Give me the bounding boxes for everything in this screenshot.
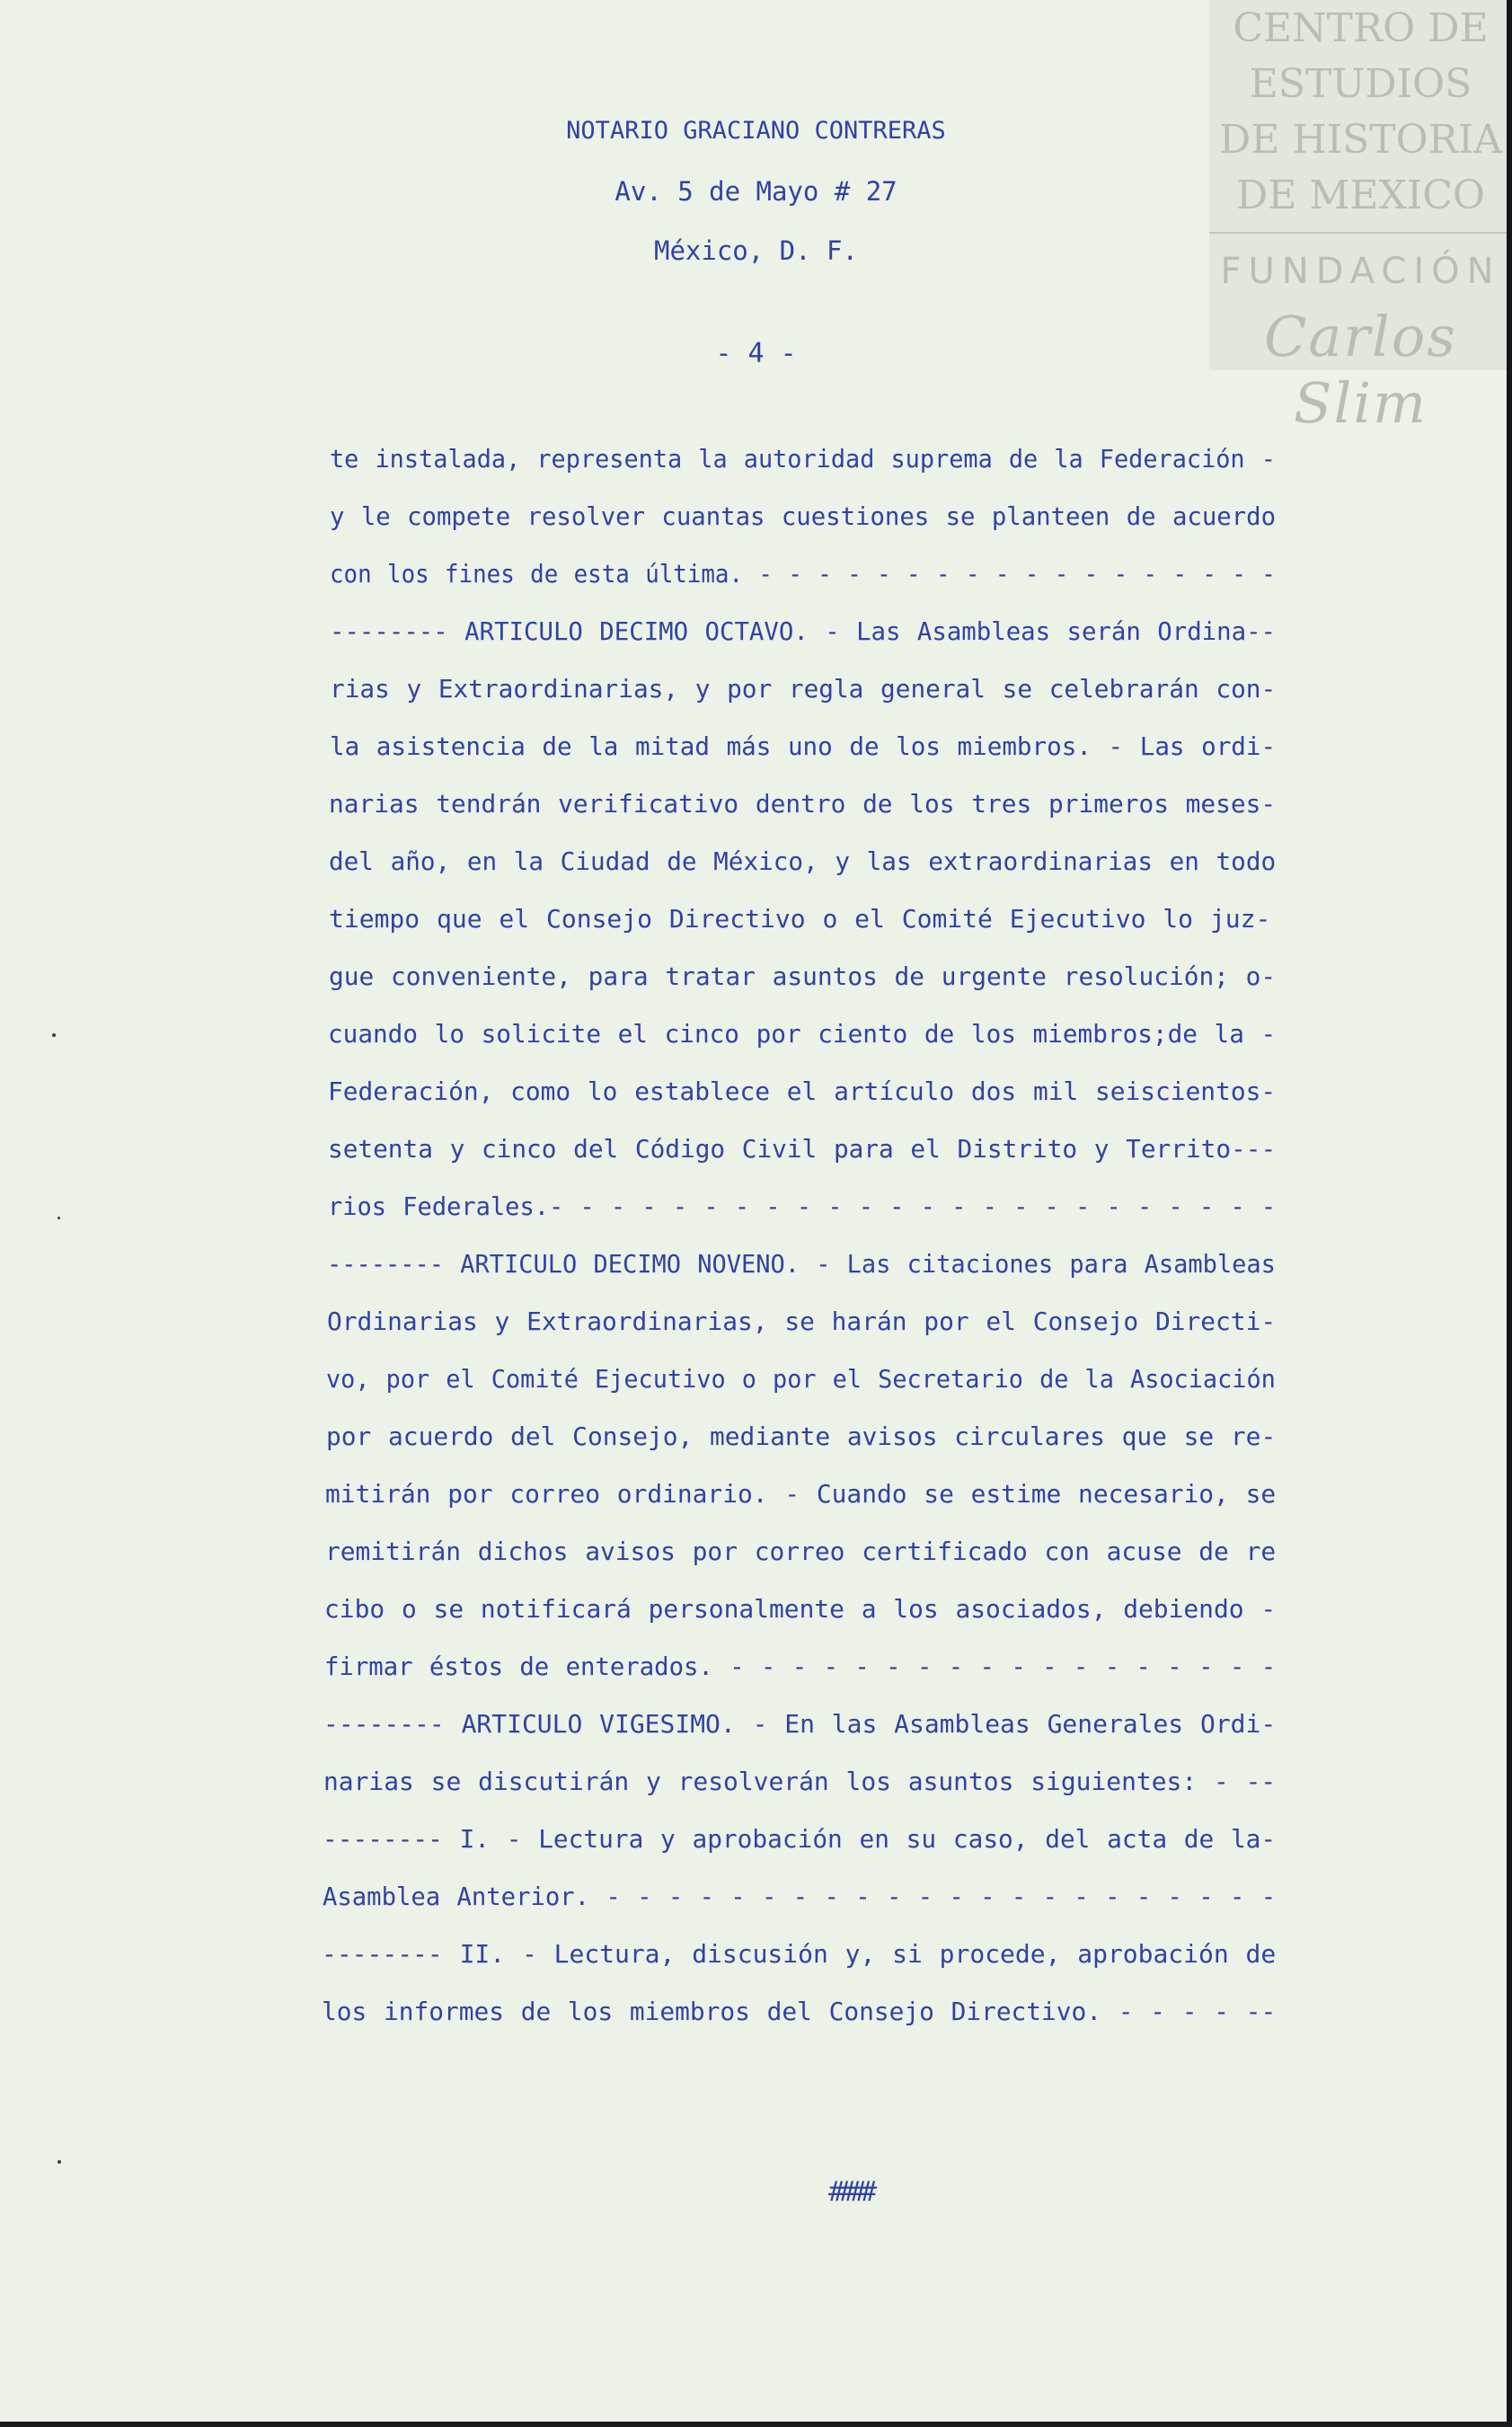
text-line: mitirán por correo ordinario. - Cuando se estime necesario, se xyxy=(325,1479,1277,1509)
text-line: setenta y cinco del Código Civil para el Distrito y Territo--- xyxy=(328,1134,1277,1164)
page-edge-bottom xyxy=(0,2422,1512,2427)
watermark-line: DE HISTORIA xyxy=(1219,117,1502,163)
watermark-divider xyxy=(1209,232,1512,234)
text-line: y le compete resolver cuantas cuestiones se planteen de acuerdo xyxy=(330,501,1277,531)
text-line: remitirán dichos avisos por correo certificado con acuse de re xyxy=(325,1537,1277,1566)
text-line: narias tendrán verificativo dentro de los tres primeros meses- xyxy=(329,789,1277,819)
notary-address: Av. 5 de Mayo # 27 xyxy=(615,176,897,207)
text-line: vo, por el Comité Ejecutivo o por el Secretario de la Asociación xyxy=(326,1364,1276,1394)
watermark-foundation: FUNDACIÓN xyxy=(1220,251,1501,292)
notary-name: NOTARIO GRACIANO CONTRERAS xyxy=(566,117,946,145)
notary-city: México, D. F. xyxy=(654,235,858,266)
text-line: rios Federales.- - - - - - - - - - - - - - - - - - - - - - - - xyxy=(328,1191,1277,1221)
text-line: -------- ARTICULO DECIMO NOVENO. - Las citaciones para Asambleas xyxy=(327,1249,1276,1279)
watermark-line: ESTUDIOS xyxy=(1249,61,1472,107)
text-line: -------- II. - Lectura, discusión y, si procede, aprobación de xyxy=(322,1939,1277,1969)
text-line: cibo o se notificará personalmente a los asociados, debiendo - xyxy=(324,1594,1277,1624)
page-number: - 4 - xyxy=(715,338,797,369)
watermark-line: CENTRO DE xyxy=(1233,5,1489,51)
text-line: por acuerdo del Consejo, mediante avisos circulares que se re- xyxy=(326,1422,1277,1451)
text-line: gue conveniente, para tratar asuntos de urgente resolución; o- xyxy=(329,961,1277,991)
watermark-line: DE MEXICO xyxy=(1236,173,1485,218)
text-line: te instalada, representa la autoridad suprema de la Federación - xyxy=(330,444,1276,474)
page-edge-right xyxy=(1507,0,1512,2427)
text-line: con los fines de esta última. - - - - - - - - - - - - - - - - - - xyxy=(330,559,1276,589)
text-line: Ordinarias y Extraordinarias, se harán por el Consejo Directi- xyxy=(327,1307,1277,1336)
text-line: Federación, como lo establece el artículo dos mil seiscientos- xyxy=(328,1076,1277,1106)
text-line: -------- I. - Lectura y aprobación en su caso, del acta de la- xyxy=(323,1824,1277,1854)
text-line: la asistencia de la mitad más uno de los miembros. - Las ordi- xyxy=(330,731,1277,761)
text-line: del año, en la Ciudad de México, y las extraordinarias en todo xyxy=(329,846,1277,876)
text-line: -------- ARTICULO DECIMO OCTAVO. - Las Asambleas serán Ordina-- xyxy=(330,616,1277,646)
text-line: -------- ARTICULO VIGESIMO. - En las Asambleas Generales Ordi- xyxy=(323,1709,1277,1739)
text-line: los informes de los miembros del Consejo Directivo. - - - - -- xyxy=(322,1997,1277,2026)
paper-speck xyxy=(57,1217,60,1219)
text-line: Asamblea Anterior. - - - - - - - - - - - - - - - - - - - - - - xyxy=(323,1882,1277,1911)
text-line: tiempo que el Consejo Directivo o el Comité Ejecutivo lo juz- xyxy=(329,904,1271,934)
watermark-signature: Carlos Slim xyxy=(1263,304,1457,436)
text-line: firmar éstos de enterados. - - - - - - - - - - - - - - - - - - xyxy=(324,1652,1277,1681)
paper-speck xyxy=(57,2160,61,2164)
text-line: narias se discutirán y resolverán los asuntos siguientes: - -- xyxy=(323,1767,1277,1796)
paper-speck xyxy=(52,1033,56,1037)
text-line: cuando lo solicite el cinco por ciento de los miembros;de la - xyxy=(328,1019,1277,1049)
text-line: rias y Extraordinarias, y por regla general se celebrarán con- xyxy=(330,674,1277,704)
closing-mark: #### xyxy=(828,2176,872,2208)
